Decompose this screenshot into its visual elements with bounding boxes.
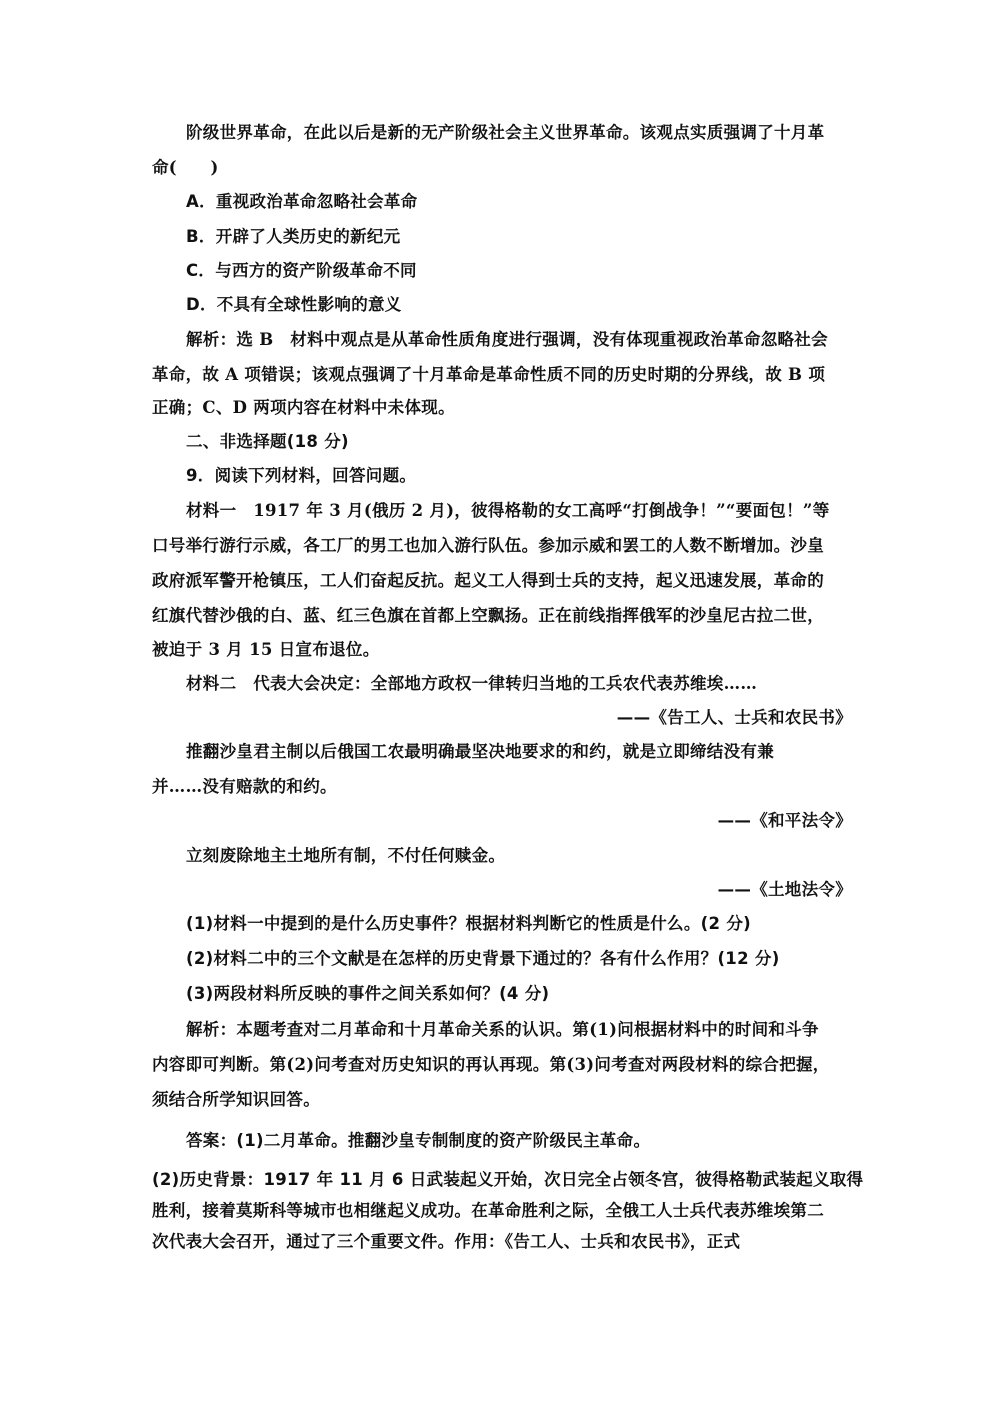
option-letter: A． (186, 192, 216, 211)
q8-stem-line1: 阶级世界革命，在此以后是新的无产阶级社会主义世界革命。该观点实质强调了十月革 (186, 123, 825, 142)
answer-line1: 答案：(1)二月革命。推翻沙皇专制制度的资产阶级民主革命。 (186, 1131, 651, 1150)
q9-analysis-line3: 须结合所学知识回答。 (152, 1090, 320, 1109)
sub-question-2: (2)材料二中的三个文献是在怎样的历史背景下通过的？各有什么作用？(12 分) (186, 949, 780, 968)
answer2-label: (2)历史背景： (152, 1170, 264, 1189)
option-text: 不具有全球性影响的意义 (216, 295, 402, 314)
option-letter: D． (186, 295, 217, 314)
material1-line4: 红旗代替沙俄的白、蓝、红三色旗在首都上空飘扬。正在前线指挥俄军的沙皇尼古拉二世， (152, 606, 824, 625)
answer2-line1: (2)历史背景：1917 年 11 月 6 日武装起义开始，次日完全占领冬宫，彼得格勒武装起义取得 (152, 1170, 864, 1189)
q8-option-d (186, 295, 402, 315)
q9-analysis-line2: 内容即可判断。第(2)问考查对历史知识的再认再现。第(3)问考查对两段材料的综合把握， (152, 1055, 830, 1074)
source-citation-3: ——《土地法令》 (717, 880, 852, 899)
q9-analysis-line1: 解析：本题考查对二月革命和十月革命关系的认识。第(1)问根据材料中的时间和斗争 (186, 1020, 819, 1039)
land-decree-line1: 立刻废除地主土地所有制，不付任何赎金。 (186, 846, 506, 865)
q8-option-b (186, 227, 401, 247)
analysis-label: 解析： (186, 330, 237, 349)
material1-line5: 被迫于 3 月 15 日宣布退位。 (152, 640, 380, 659)
material1-line2: 口号举行游行示威，各工厂的男工也加入游行队伍。参加示威和罢工的人数不断增加。沙皇 (152, 536, 824, 555)
option-text: 开辟了人类历史的新纪元 (215, 227, 401, 246)
q8-analysis-line3: 正确；C、D 两项内容在材料中未体现。 (152, 398, 455, 417)
q8-analysis-line1: 解析：选 B 材料中观点是从革命性质角度进行强调，没有体现重视政治革命忽略社会 (186, 330, 828, 349)
source-citation-1: ——《告工人、士兵和农民书》 (616, 708, 852, 727)
peace-decree-line1: 推翻沙皇君主制以后俄国工农最明确最坚决地要求的和约，就是立即缔结没有兼 (186, 742, 774, 761)
answer2-line3: 次代表大会召开，通过了三个重要文件。作用：《告工人、士兵和农民书》，正式 (152, 1232, 741, 1251)
q9-stem: 9．阅读下列材料，回答问题。 (186, 466, 417, 485)
material2-label: 材料二 (186, 674, 237, 693)
option-letter: B． (186, 227, 216, 246)
sub-question-3: (3)两段材料所反映的事件之间关系如何？(4 分) (186, 984, 550, 1003)
material1-label: 材料一 (186, 501, 237, 520)
q8-stem-line2: 命( ) (152, 158, 219, 177)
q8-analysis-line2: 革命，故 A 项错误；该观点强调了十月革命是革命性质不同的历史时期的分界线，故 B 项 (152, 365, 826, 384)
sub-question-1: (1)材料一中提到的是什么历史事件？根据材料判断它的性质是什么。(2 分) (186, 914, 751, 933)
option-text: 与西方的资产阶级革命不同 (215, 261, 417, 280)
answer-label: 答案： (186, 1131, 237, 1150)
material1-line3: 政府派军警开枪镇压，工人们奋起反抗。起义工人得到士兵的支持，起义迅速发展，革命的 (152, 571, 824, 590)
section-title: 二、非选择题(18 分) (186, 432, 349, 451)
analysis-label: 解析： (186, 1020, 237, 1039)
source-citation-2: ——《和平法令》 (717, 811, 852, 830)
peace-decree-line2: 并……没有赔款的和约。 (152, 777, 337, 796)
q8-option-c (186, 261, 417, 281)
answer2-line2: 胜利，接着莫斯科等城市也相继起义成功。在革命胜利之际，全俄工人士兵代表苏维埃第二 (152, 1201, 824, 1220)
material1-line1: 材料一 1917 年 3 月(俄历 2 月)，彼得格勒的女工高呼“打倒战争！”“要面包！”等 (186, 501, 830, 520)
option-letter: C． (186, 261, 216, 280)
q8-option-a (186, 192, 417, 212)
material2-line1: 材料二 代表大会决定：全部地方政权一律转归当地的工兵农代表苏维埃…… (186, 674, 758, 693)
option-text: 重视政治革命忽略社会革命 (215, 192, 418, 211)
